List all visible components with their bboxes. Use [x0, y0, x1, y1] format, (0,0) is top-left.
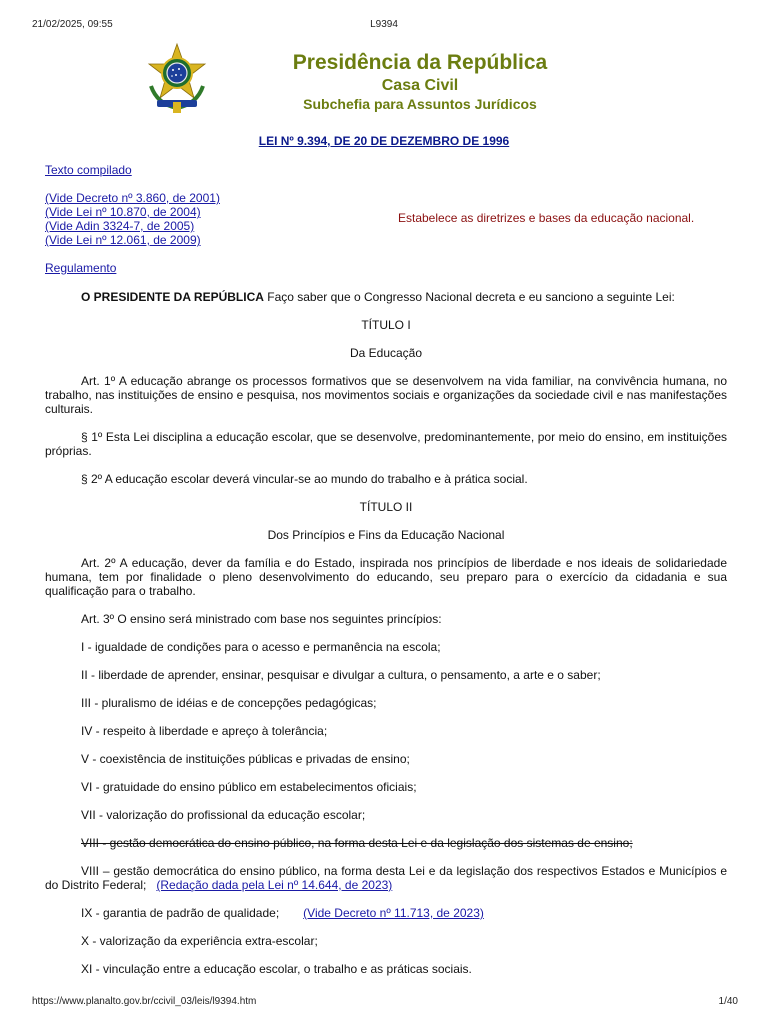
ementa: Estabelece as diretrizes e bases da educação nacional. — [398, 211, 695, 225]
inciso-ix — [45, 906, 727, 920]
presidency-title: Presidência da República — [292, 51, 548, 74]
inciso-ii: II - liberdade de aprender, ensinar, pesquisar e divulgar a cultura, o pensamento, a arte e o saber; — [81, 668, 601, 682]
inciso-ix-text: IX - garantia de padrão de qualidade; — [81, 906, 280, 920]
inciso-i: I - igualdade de condições para o acesso e permanência na escola; — [81, 640, 441, 654]
print-header — [0, 19, 768, 33]
inciso-iii: III - pluralismo de idéias e de concepções pedagógicas; — [81, 696, 377, 710]
inciso-x: X - valorização da experiência extra-escolar; — [81, 934, 318, 948]
art-1: Art. 1º A educação abrange os processos formativos que se desenvolvem na vida familiar, na convivência humana, no trabalho, nas instituições de ensino e pesquisa, nos movimentos sociais e organizações da sociedade civil e nas manifestações culturais. — [45, 374, 727, 416]
art-3: Art. 3º O ensino será ministrado com base nos seguintes princípios: — [81, 612, 442, 626]
law-title — [0, 134, 768, 148]
preamble-text: Faço saber que o Congresso Nacional decreta e eu sanciono a seguinte Lei: — [263, 290, 675, 304]
titulo-1-heading: TÍTULO I — [361, 318, 411, 332]
inciso-iv: IV - respeito à liberdade e apreço à tolerância; — [81, 724, 328, 738]
art-1-paragraph-2: § 2º A educação escolar deverá vincular-se ao mundo do trabalho e à prática social. — [81, 472, 528, 486]
inciso-xi: XI - vinculação entre a educação escolar, o trabalho e as práticas sociais. — [81, 962, 472, 976]
subchefia-title: Subchefia para Assuntos Jurídicos — [303, 96, 537, 112]
law-title-link[interactable]: LEI Nº 9.394, DE 20 DE DEZEMBRO DE 1996 — [258, 134, 510, 148]
titulo-1-subtitle: Da Educação — [349, 346, 423, 360]
art-2: Art. 2º A educação, dever da família e do Estado, inspirada nos princípios de liberdade e nos ideais de solidariedade humana, tem por finalidade o pleno desenvolvimento do educando, seu preparo para o exercício da cidadania e sua qualificação para o trabalho. — [45, 556, 727, 598]
vide-link[interactable]: (Vide Lei nº 10.870, de 2004) — [45, 205, 201, 219]
print-url: https://www.planalto.gov.br/ccivil_03/leis/l9394.htm — [32, 996, 257, 1007]
titulo-2-heading: TÍTULO II — [359, 500, 413, 514]
page-number: 1/40 — [718, 996, 738, 1007]
titulo-2-subtitle: Dos Princípios e Fins da Educação Nacional — [267, 528, 505, 542]
vide-link[interactable]: (Vide Decreto nº 3.860, de 2001) — [45, 191, 220, 205]
vide-link[interactable]: (Vide Adin 3324-7, de 2005) — [45, 219, 195, 233]
inciso-viii-text: VIII – gestão democrática do ensino público, na forma desta Lei e da legislação dos respectivos Estados e Municípios e do Distrito Federal; — [45, 864, 727, 892]
inciso-vii: VII - valorização do profissional da educação escolar; — [81, 808, 366, 822]
law-body — [45, 290, 727, 990]
casa-civil-title: Casa Civil — [381, 77, 459, 94]
preamble-bold: O PRESIDENTE DA REPÚBLICA — [81, 290, 264, 304]
print-datetime: 21/02/2025, 09:55 — [32, 19, 113, 30]
preamble — [45, 290, 727, 304]
art-1-paragraph-1: § 1º Esta Lei disciplina a educação escolar, que se desenvolve, predominantemente, por meio do ensino, em instituições próprias. — [45, 430, 727, 458]
inciso-v: V - coexistência de instituições públicas e privadas de ensino; — [81, 752, 410, 766]
inciso-vi: VI - gratuidade do ensino público em estabelecimentos oficiais; — [81, 780, 417, 794]
vide-link[interactable]: (Vide Lei nº 12.061, de 2009) — [45, 233, 201, 247]
regulamento-link[interactable]: Regulamento — [45, 261, 117, 275]
compiled-text-link[interactable]: Texto compilado — [45, 163, 132, 177]
inciso-viii-revoked: VIII - gestão democrática do ensino público, na forma desta Lei e da legislação dos sistemas de ensino; — [81, 836, 633, 850]
vide-decreto-link[interactable]: (Vide Decreto nº 11.713, de 2023) — [303, 906, 484, 920]
print-footer — [0, 996, 768, 1010]
brand-header — [200, 50, 640, 113]
references-block — [45, 163, 220, 275]
redacao-link[interactable]: (Redação dada pela Lei nº 14.644, de 2023) — [156, 878, 393, 892]
inciso-viii-new — [45, 864, 727, 892]
print-doc-name: L9394 — [370, 19, 398, 30]
